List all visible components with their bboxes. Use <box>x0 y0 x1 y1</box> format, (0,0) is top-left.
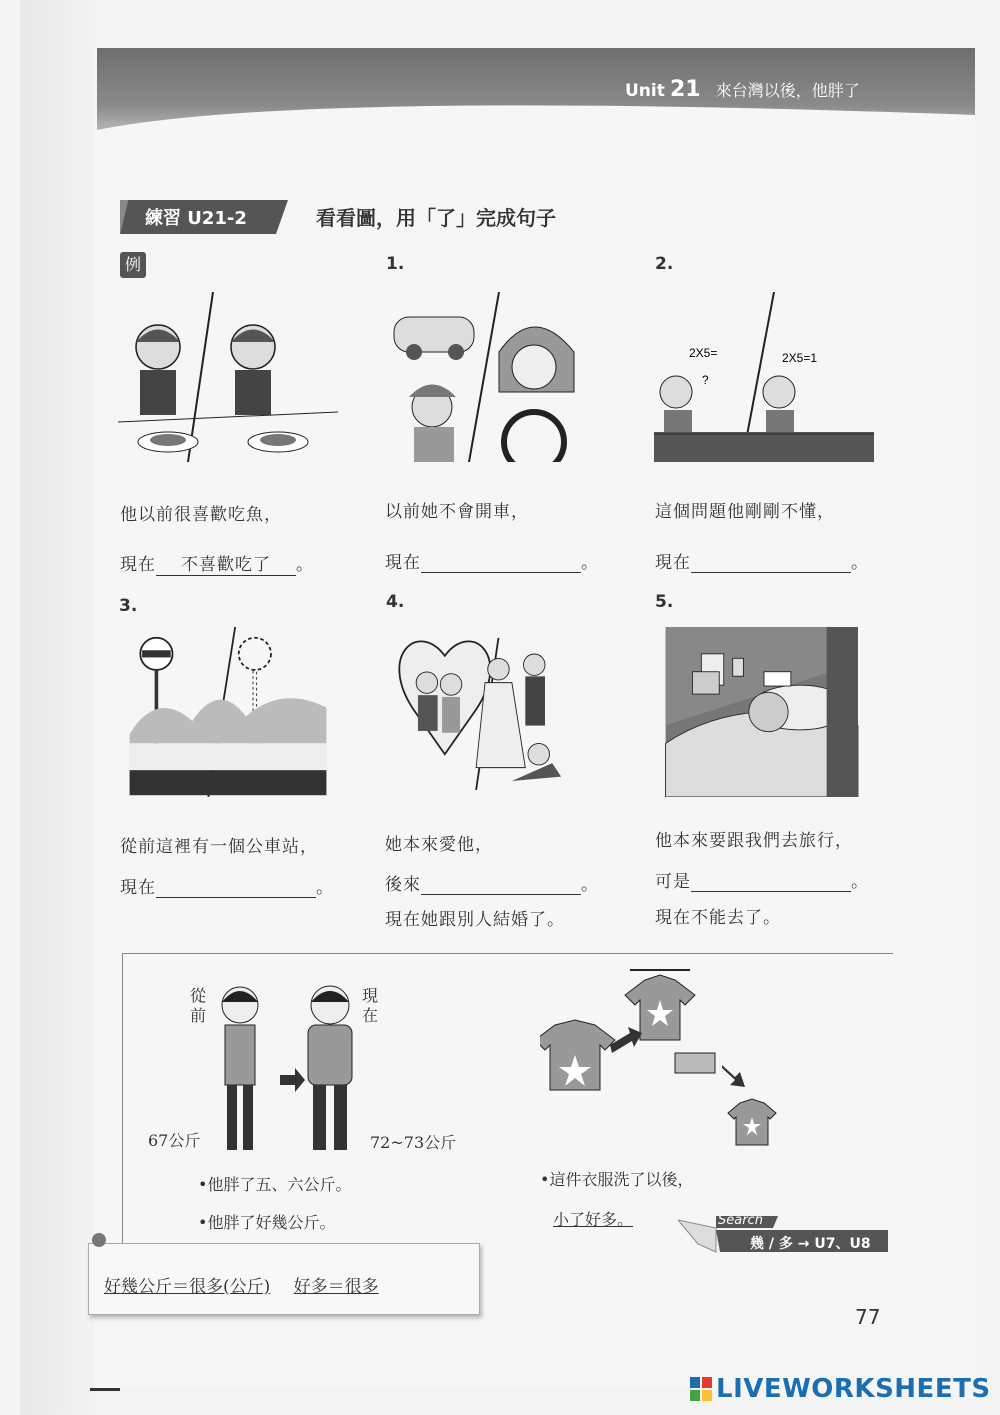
page-number: 77 <box>855 1305 881 1329</box>
q1-sentence-line2 <box>385 548 599 573</box>
weight-before: 67公斤 <box>148 1131 201 1150</box>
liveworksheets-logo-icon <box>690 1377 712 1401</box>
q2-suffix: 。 <box>851 553 869 573</box>
grammar-example-1: •他胖了五、六公斤。 <box>198 1175 352 1194</box>
search-reference: 幾 / 多 → U7、U8 <box>750 1236 871 1252</box>
q4-prefix: 後來 <box>385 875 421 895</box>
example-suffix: 。 <box>296 555 314 575</box>
picture-1-driving <box>384 292 604 462</box>
question-number-4: 4. <box>386 592 405 612</box>
grammar-example-4: 小了好多。 <box>553 1210 634 1229</box>
q2-sentence-line2 <box>655 548 869 573</box>
q1-sentence-line1: 以前她不會開車， <box>385 502 529 522</box>
q1-suffix: 。 <box>581 553 599 573</box>
q1-prefix: 現在 <box>385 553 421 573</box>
q3-sentence-line2 <box>120 873 334 898</box>
question-number-3: 3. <box>119 596 138 616</box>
example-sentence-line1: 他以前很喜歡吃魚， <box>120 505 282 525</box>
example-answer: 不喜歡吃了 <box>156 550 296 576</box>
note-text-2: 好多＝很多 <box>293 1277 379 1297</box>
math-question-mark: ? <box>702 373 709 387</box>
q5-suffix: 。 <box>851 872 869 892</box>
example-picture <box>118 292 338 462</box>
unit-heading <box>625 77 860 102</box>
page-shadow <box>20 0 98 1415</box>
picture-3-bus-stop <box>118 627 338 797</box>
example-prefix: 現在 <box>120 555 156 575</box>
q4-suffix: 。 <box>581 875 599 895</box>
q3-answer-blank[interactable] <box>156 879 316 898</box>
q2-sentence-line1: 這個問題他剛剛不懂， <box>655 502 835 522</box>
q1-answer-blank[interactable] <box>421 554 581 573</box>
grammar-example-2: •他胖了好幾公斤。 <box>198 1213 336 1232</box>
weight-gain-illustration <box>205 980 375 1155</box>
math-text-1: 2X5= <box>689 346 718 360</box>
q5-sentence-line3: 現在不能去了。 <box>655 908 781 928</box>
unit-title: 來台灣以後，他胖了 <box>715 81 860 100</box>
unit-prefix: Unit <box>625 81 665 101</box>
exercise-instruction: 看看圖，用「了」完成句子 <box>316 206 556 230</box>
pin-icon <box>92 1233 106 1247</box>
shrinking-shirt-illustration <box>540 965 780 1155</box>
q2-answer-blank[interactable] <box>691 554 851 573</box>
picture-5-sick-in-bed <box>654 627 874 797</box>
question-number-1: 1. <box>386 254 405 274</box>
question-number-2: 2. <box>655 254 674 274</box>
math-text-2: 2X5=1 <box>782 351 818 365</box>
bottom-mark <box>90 1388 120 1391</box>
q3-sentence-line1: 從前這裡有一個公車站， <box>120 837 318 857</box>
search-label: Search <box>718 1213 763 1228</box>
note-content <box>104 1272 379 1297</box>
q5-sentence-line2 <box>655 867 869 892</box>
example-sentence-line2 <box>120 550 314 576</box>
question-number-5: 5. <box>655 592 674 612</box>
q3-prefix: 現在 <box>120 878 156 898</box>
q4-sentence-line1: 她本來愛他， <box>385 835 493 855</box>
q5-answer-blank[interactable] <box>691 873 851 892</box>
q2-prefix: 現在 <box>655 553 691 573</box>
note-text-1: 好幾公斤＝很多(公斤) <box>104 1277 271 1297</box>
now-label: 現在 <box>362 986 379 1025</box>
liveworksheets-logo[interactable]: LIVEWORKSHEETS <box>716 1374 991 1404</box>
picture-2-math-problem <box>654 292 874 462</box>
q5-sentence-line1: 他本來要跟我們去旅行， <box>655 831 853 851</box>
before-label: 從前 <box>190 986 207 1025</box>
q5-prefix: 可是 <box>655 872 691 892</box>
weight-now: 72~73公斤 <box>370 1133 457 1152</box>
q3-suffix: 。 <box>316 878 334 898</box>
exercise-badge-label: 練習 U21-2 <box>145 208 247 229</box>
grammar-example-3: •這件衣服洗了以後， <box>540 1170 694 1189</box>
q4-sentence-line3: 現在她跟別人結婚了。 <box>385 910 565 930</box>
example-mark: 例 <box>120 252 146 278</box>
q4-sentence-line2 <box>385 870 599 895</box>
unit-number: 21 <box>669 77 701 102</box>
q4-answer-blank[interactable] <box>421 876 581 895</box>
picture-4-wedding <box>384 620 604 790</box>
